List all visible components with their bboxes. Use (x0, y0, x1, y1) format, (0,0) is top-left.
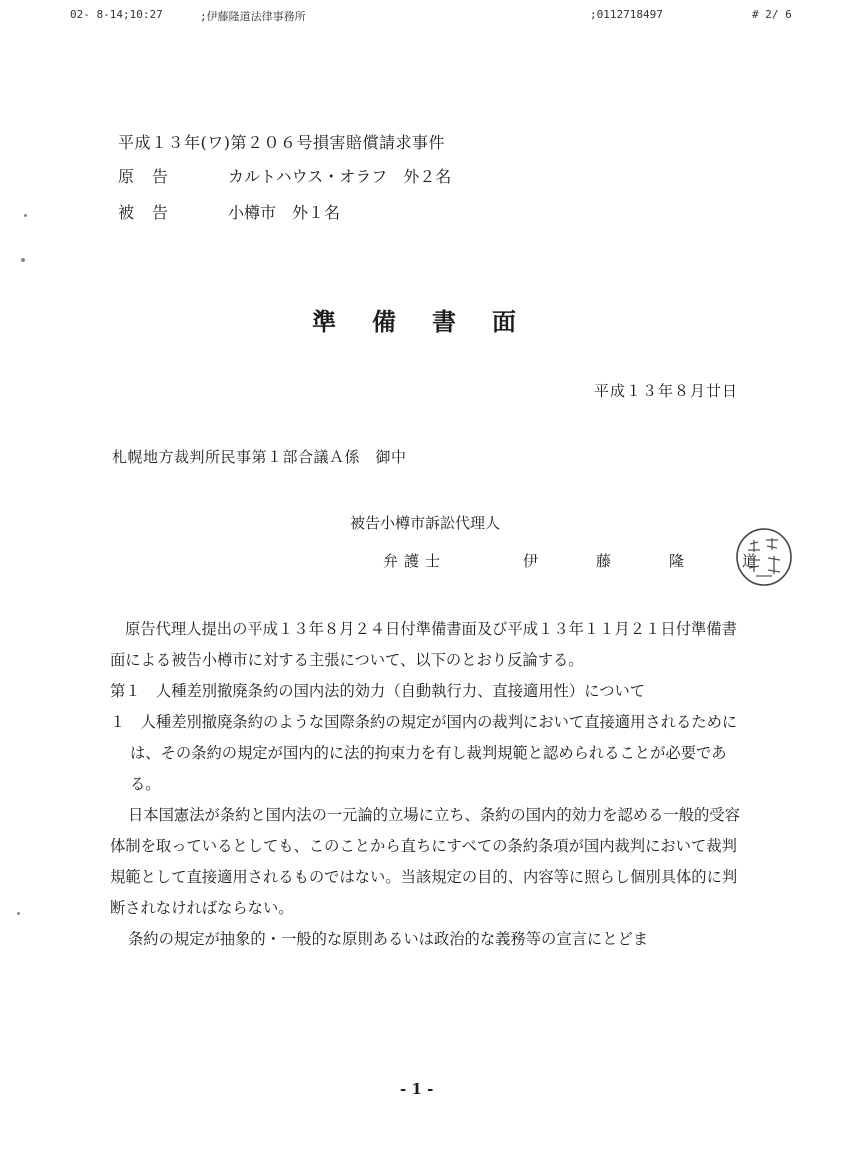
court-addressee: 札幌地方裁判所民事第１部合議Ａ係 御中 (112, 448, 407, 466)
plaintiff-name: カルトハウス・オラフ 外２名 (228, 167, 452, 186)
paragraph-2: 日本国憲法が条約と国内法の一元論的立場に立ち、条約の国内的効力を認める一般的受容体制を取っているとしても、このことから直ちにすべての条約条項が国内裁判において裁判規範として直接適用されるものではない。当該規定の目的、内容等に照らし個別具体的に判断されなければならない。 (110, 806, 740, 917)
document-date: 平成１３年８月廿日 (593, 382, 738, 400)
personal-seal-stamp (734, 526, 794, 588)
agent-title: 被告小樽市訴訟代理人 (350, 514, 501, 532)
intro-paragraph: 原告代理人提出の平成１３年８月２４日付準備書面及び平成１３年１１月２１日付準備書面による被告小樽市に対する主張について、以下のとおり反論する。 (110, 620, 737, 669)
defendant-row (118, 200, 340, 223)
defendant-role: 被告 (118, 203, 187, 222)
defendant-name: 小樽市 外１名 (228, 203, 341, 222)
plaintiff-row (118, 164, 451, 187)
fax-page-indicator: # 2/ 6 (752, 8, 792, 21)
paragraph-3: 条約の規定が抽象的・一般的な原則あるいは政治的な義務等の宣言にとどま (128, 930, 649, 948)
agent-name: 伊藤隆道 (523, 552, 816, 570)
agent-role: 弁護士 (383, 552, 447, 570)
document-title: 準備書面 (312, 307, 552, 336)
fax-sender: ;伊藤隆道法律事務所 (200, 10, 306, 23)
numbered-item-1: １ 人種差別撤廃条約のような国際条約の規定が国内の裁判において直接適用されるためには、その条約の規定が国内的に法的拘束力を有し裁判規範と認められることが必要である。 (110, 713, 738, 793)
fax-datetime: 02- 8-14;10:27 (70, 8, 163, 21)
plaintiff-role: 原告 (118, 167, 187, 186)
scan-speck (21, 258, 25, 262)
section-heading-1: 第１ 人種差別撤廃条約の国内法的効力（自動執行力、直接適用性）について (110, 682, 646, 700)
case-number-line: 平成１３年(ワ)第２０６号損害賠償請求事件 (118, 133, 445, 152)
fax-header (0, 4, 848, 24)
scan-speck (17, 912, 20, 915)
fax-number: ;0112718497 (590, 8, 663, 21)
scan-speck (24, 214, 27, 217)
document-body (110, 614, 750, 955)
page-number: - 1 - (400, 1080, 434, 1098)
